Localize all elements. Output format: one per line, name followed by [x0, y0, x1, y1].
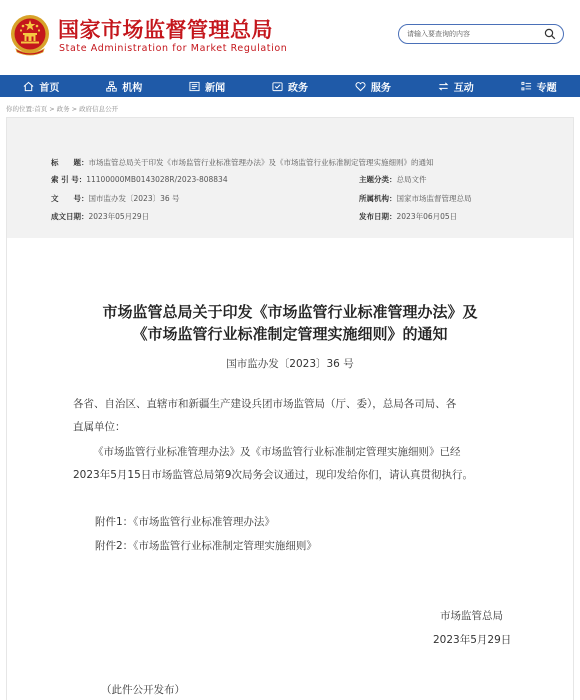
- nav-item-org[interactable]: [83, 75, 166, 97]
- meta-published-row: [359, 211, 457, 222]
- nav-item-label: 专题: [536, 82, 557, 94]
- list-icon: [521, 81, 532, 92]
- meta-docno-value: 国市监办发〔2023〕36 号: [88, 194, 180, 203]
- nav-item-topics[interactable]: [497, 75, 580, 97]
- nav-item-label: 服务: [370, 82, 391, 94]
- meta-title-label: 标 题：: [51, 158, 89, 167]
- home-icon: [23, 81, 34, 92]
- government-affairs-icon: [272, 81, 283, 92]
- meta-published-label: 发布日期：: [359, 212, 397, 221]
- breadcrumb-affairs[interactable]: 政务: [56, 105, 70, 113]
- nav-item-news[interactable]: [166, 75, 249, 97]
- document-meta-panel: [6, 117, 574, 240]
- meta-title-row: [51, 157, 434, 168]
- main-nav: [0, 75, 580, 97]
- signature: 市场监管总局: [440, 610, 503, 622]
- article-title-line: 《市场监管行业标准制定管理实施细则》的通知: [132, 325, 448, 343]
- site-name-en: State Administration for Market Regulation: [59, 43, 288, 54]
- site-name-cn[interactable]: 国家市场监督管理总局: [58, 18, 273, 42]
- article-title-line: 市场监管总局关于印发《市场监管行业标准管理办法》及: [102, 303, 478, 321]
- breadcrumb-home[interactable]: 你的位置:首页: [6, 105, 48, 113]
- interaction-icon: [438, 81, 449, 92]
- meta-created-value: 2023年05月29日: [88, 212, 150, 221]
- nav-item-interaction[interactable]: [414, 75, 497, 97]
- org-chart-icon: [106, 81, 117, 92]
- breadcrumb-info-disclosure[interactable]: 政府信息公开: [79, 105, 119, 113]
- search-input[interactable]: [407, 28, 535, 40]
- meta-docno-label: 文 号：: [51, 194, 89, 203]
- nav-item-affairs[interactable]: [249, 75, 332, 97]
- national-emblem-icon[interactable]: [10, 13, 50, 57]
- search-icon[interactable]: [544, 28, 556, 40]
- nav-item-label: 机构: [122, 82, 143, 94]
- article-body: [6, 238, 574, 700]
- meta-created-label: 成文日期：: [51, 212, 89, 221]
- meta-index-label: 索 引 号：: [51, 175, 87, 184]
- signature-date: 2023年5月29日: [433, 634, 512, 646]
- body-paragraph-line: 《市场监管行业标准管理办法》及《市场监管行业标准制定管理实施细则》已经: [93, 446, 461, 458]
- nav-item-label: 新闻: [205, 82, 226, 94]
- search-box: [398, 24, 564, 44]
- salutation-line: 各省、自治区、直辖市和新疆生产建设兵团市场监管局（厅、委），总局各司局、各: [73, 398, 457, 410]
- meta-index-value: 11100000MB0143028R/2023-808834: [86, 175, 228, 184]
- meta-created-row: [51, 211, 149, 222]
- attachment-link-1[interactable]: 附件1：《市场监管行业标准管理办法》: [95, 516, 275, 528]
- site-header: [0, 0, 580, 72]
- salutation-line: 直属单位：: [73, 421, 126, 433]
- nav-item-home[interactable]: [0, 75, 83, 97]
- article-docno: 国市监办发〔2023〕36 号: [226, 358, 354, 370]
- heart-icon: [355, 81, 366, 92]
- attachment-link-2[interactable]: 附件2：《市场监管行业标准制定管理实施细则》: [95, 540, 317, 552]
- publication-note: （此件公开发布）: [101, 684, 185, 696]
- meta-org-value: 国家市场监督管理总局: [396, 194, 472, 203]
- nav-item-label: 互动: [453, 82, 474, 94]
- meta-category-row: [359, 174, 427, 185]
- meta-org-row: [359, 193, 472, 204]
- breadcrumb-separator: >: [71, 105, 78, 113]
- meta-title-value: 市场监管总局关于印发《市场监管行业标准管理办法》及《市场监管行业标准制定管理实施细则》的通知: [88, 158, 434, 167]
- meta-org-label: 所属机构：: [359, 194, 397, 203]
- breadcrumb-separator: >: [49, 105, 55, 113]
- nav-item-service[interactable]: [331, 75, 414, 97]
- nav-item-label: 政务: [288, 82, 308, 94]
- article-title: [7, 301, 573, 345]
- meta-category-label: 主题分类：: [359, 175, 397, 184]
- meta-index-row: [51, 174, 228, 185]
- news-icon: [189, 81, 200, 92]
- body-paragraph-line: 2023年5月15日市场监管总局第9次局务会议通过，现印发给你们，请认真贯彻执行。: [73, 469, 473, 481]
- nav-item-label: 首页: [39, 82, 60, 94]
- meta-published-value: 2023年06月05日: [396, 212, 458, 221]
- meta-category-value: 总局文件: [396, 175, 427, 184]
- meta-docno-row: [51, 193, 180, 204]
- breadcrumb: [6, 104, 118, 113]
